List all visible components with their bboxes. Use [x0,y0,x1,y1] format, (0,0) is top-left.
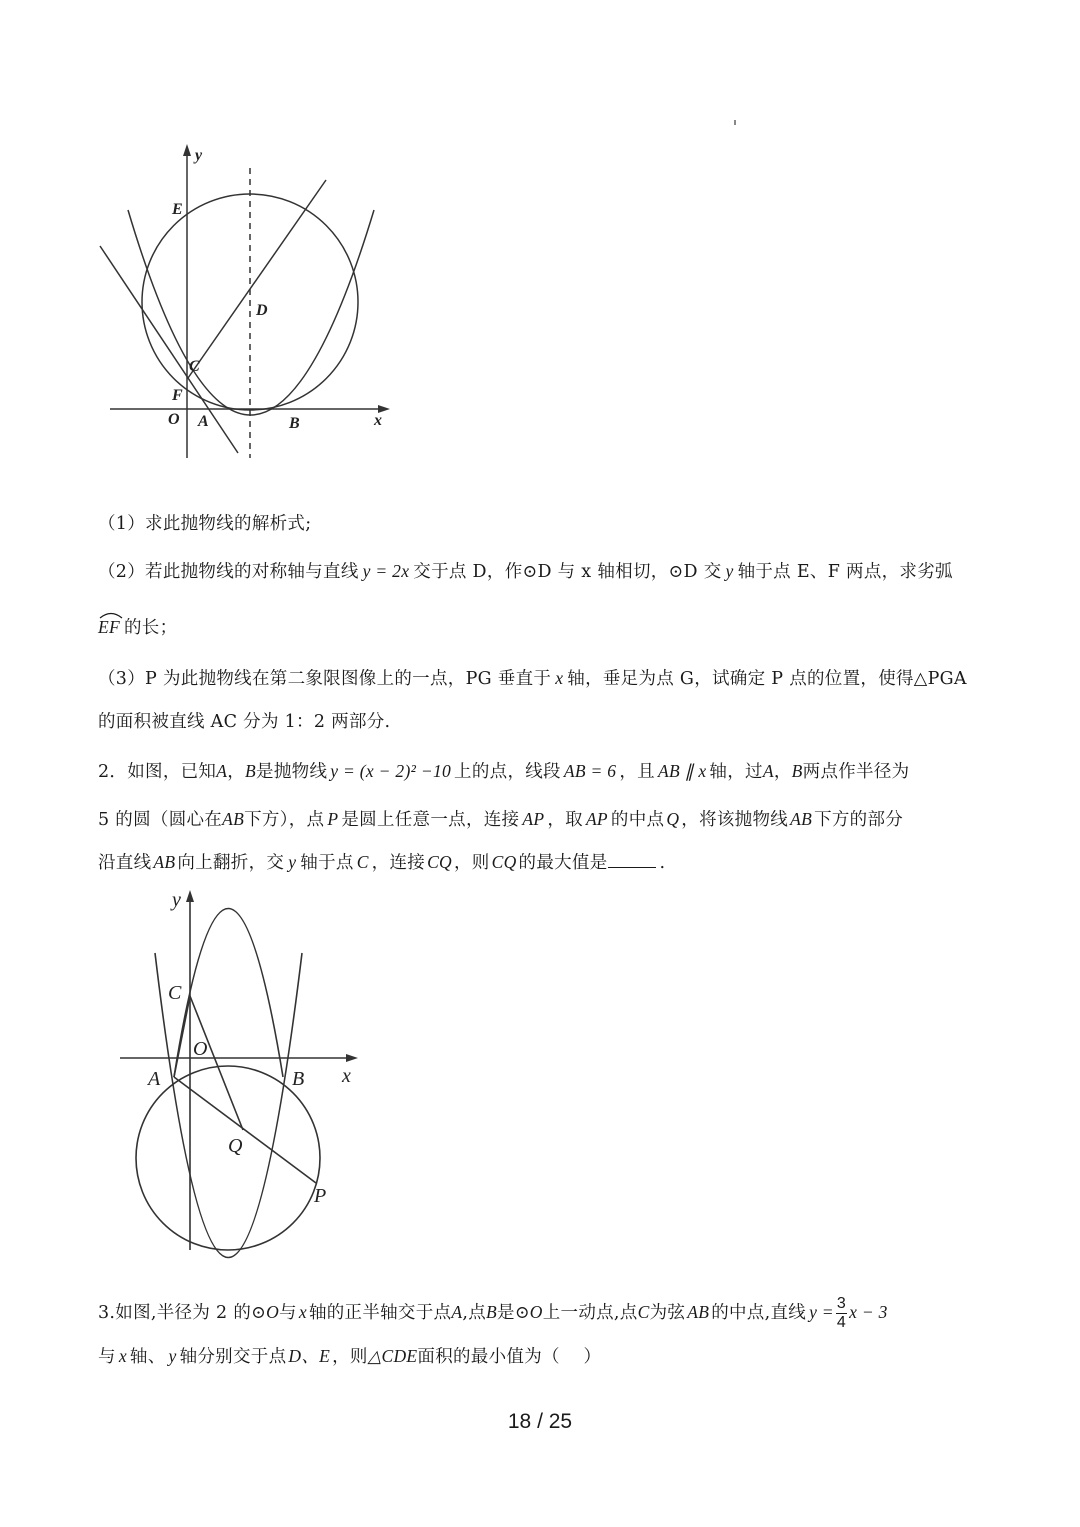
q1-eq-y2x: y = 2x [362,561,410,581]
fig2-label-B: B [292,1068,305,1090]
stray-mark [734,120,736,125]
fig2-x-arrow [346,1054,358,1062]
fig2-label-Q: Q [228,1135,243,1157]
q1-part2-cont: EF 的长； [98,614,177,639]
page-number: 18 / 25 [507,1410,573,1433]
q3-line2: 与 x 轴、 y 轴分别交于点 D、E ，则△CDE面积的最小值为（ ） [98,1346,602,1367]
q3-line1: 3.如图,半径为 2 的⊙O与 x 轴的正半轴交于点A,点B是⊙O上一动点,点C为弦 AB 的中点,直线 y = $\frac{3}{4}$ x − 3 [98,1295,888,1331]
fig2-label-C: C [168,982,182,1004]
fig1-label-E: E [172,201,183,218]
fig1-line-2x [188,180,326,378]
q1-part3-cont: 的面积被直线 AC 分为 1：2 两部分. [98,712,391,732]
arc-symbol-icon [98,611,124,619]
fig1-parabola [128,210,374,415]
fig2-segment-CQ [190,996,243,1130]
fig1-y-arrow [183,144,191,156]
arc-ef: EF [98,617,120,638]
fig2-segment-AC [174,996,190,1077]
q1-part3: （3）P 为此抛物线在第二象限图像上的一点，PG 垂直于 x 轴，垂足为点 G，试确定 P 点的位置，使得△PGA [98,668,967,689]
fraction-3-4: $\frac{3}{4}$ [836,1295,847,1331]
fig1-label-A: A [198,413,209,430]
q2-parabola-eq: y = (x − 2)² −10 [330,761,452,781]
fig2-label-O: O [193,1038,208,1060]
q2-line2: 5 的圆（圆心在AB下方），点 P 是圆上任意一点，连接 AP ，取 AP 的中点 Q ，将该抛物线 AB 下方的部分 [98,809,904,830]
fig1-label-O: O [168,411,180,428]
fig1-label-x: x [374,412,382,429]
q2-line3: 沿直线 AB 向上翻折，交 y 轴于点 C ，连接 CQ ，则 CQ 的最大值是 . [98,852,666,873]
fig2-label-A: A [148,1068,161,1090]
fig1-label-B: B [289,415,300,432]
fig2-segment-AP [174,1077,316,1183]
fig2-label-x: x [342,1065,351,1087]
answer-blank[interactable] [608,853,656,868]
fig1-label-y: y [195,147,203,164]
fig2-label-P: P [314,1185,327,1207]
q1-part2: （2）若此抛物线的对称轴与直线 y = 2x 交于点 D，作⊙D 与 x 轴相切，⊙D 交 y 轴于点 E、F 两点，求劣弧 [98,561,953,582]
fig2-label-y: y [172,889,181,911]
figure-2-parabola-circle [110,880,370,1260]
fig1-label-D: D [256,302,268,319]
fig1-label-F: F [172,387,183,404]
q2-line1: 2．如图，已知A，B是抛物线 y = (x − 2)² −10 上的点，线段 AB = 6 ，且 AB ∥ x 轴，过A，B两点作半径为 [98,761,910,782]
fig2-y-arrow [186,890,194,902]
figure-1-parabola-circle [90,138,400,458]
fig1-label-C: C [189,358,200,375]
q1-part1: （1）求此抛物线的解析式; [98,514,312,534]
